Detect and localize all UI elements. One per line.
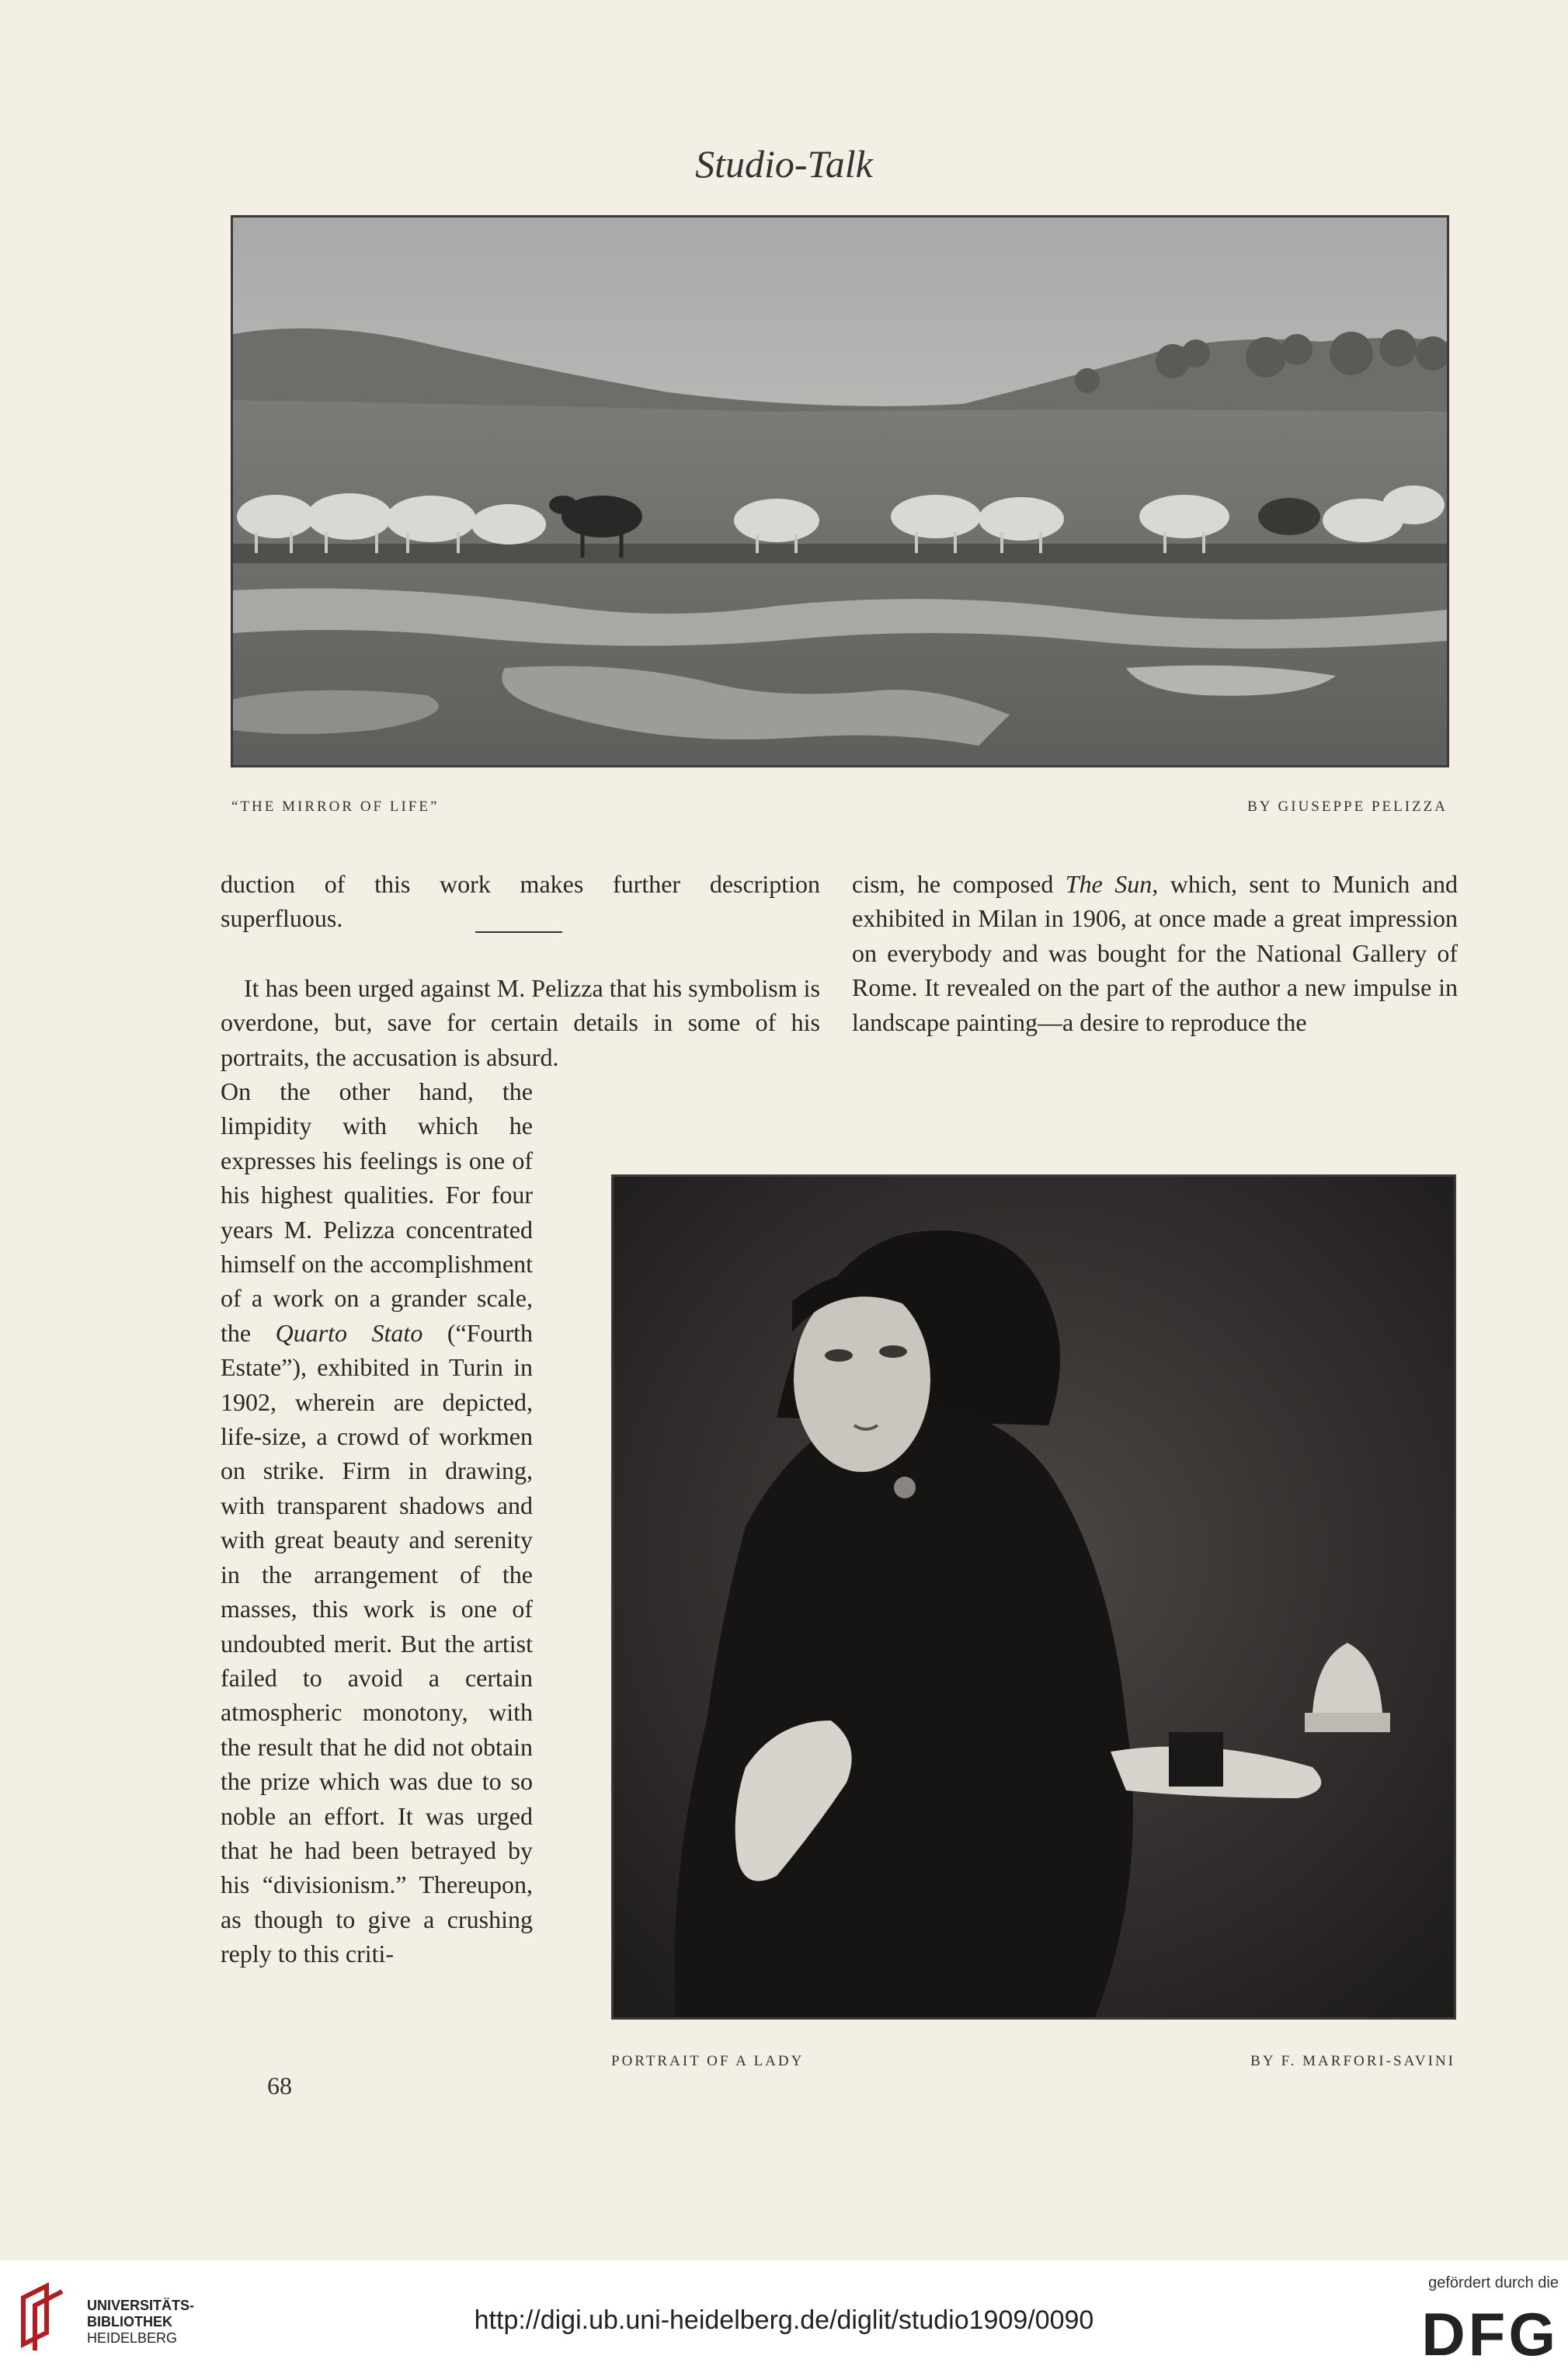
right-column: [852, 867, 1458, 1039]
library-line2: BIBLIOTHEK: [87, 2314, 172, 2330]
figure-mirror-of-life: [231, 215, 1449, 767]
left-column: [221, 867, 820, 936]
landscape-with-sheep-image: [233, 217, 1447, 765]
the-sun-title: The Sun: [1065, 870, 1153, 898]
section-divider: [475, 931, 562, 933]
top-figure-caption-artist: BY GIUSEPPE PELIZZA: [1247, 799, 1448, 815]
figure-portrait-of-a-lady: [611, 1174, 1456, 2020]
right-text-a: cism, he composed: [852, 870, 1066, 898]
quarto-stato-title: Quarto Stato: [275, 1318, 423, 1347]
para2-narrow-text: [221, 1074, 533, 1971]
bottom-figure-caption-title: PORTRAIT OF A LADY: [611, 2053, 805, 2069]
right-column-text: [852, 867, 1458, 1039]
para2-narrow: [221, 1074, 533, 1971]
top-figure-caption-title: “THE MIRROR OF LIFE”: [231, 799, 440, 815]
bottom-figure-caption-artist: BY F. MARFORI-SAVINI: [1250, 2053, 1455, 2069]
funding-label: gefördert durch die: [1428, 2274, 1559, 2291]
digitization-footer: [0, 2260, 1568, 2373]
running-head: Studio-Talk: [695, 142, 873, 186]
para1-line1: duction of this work makes further description: [221, 870, 820, 898]
library-line1: UNIVERSITÄTS-: [87, 2298, 195, 2313]
dfg-logo: DFG: [1421, 2300, 1559, 2368]
library-line3: HEIDELBERG: [87, 2330, 178, 2346]
para2-wide-text: It has been urged against M. Pelizza that his symbolism is overdone, but, save for certain details in some of his portraits, the accusation is absurd.: [221, 974, 820, 1071]
para2-narrow-a: On the other hand, the limpidity with which he expresses his feelings is one of his highest qualities. For four years M. Pelizza concentrated himself on the accomplishment of a work on a grander scale, the: [221, 1077, 533, 1347]
page-number: 68: [267, 2072, 292, 2100]
source-url-link[interactable]: http://digi.ub.uni-heidelberg.de/diglit/studio1909/0090: [474, 2305, 1094, 2335]
right-text-b: , which, sent to Munich and exhibited in Milan in 1906, at once made a great impression on everybody and was bought for the National Gallery of Rome. It revealed on the part of the author a new impulse in landscape painting—a desire to reproduce the: [852, 870, 1458, 1036]
portrait-of-a-lady-image: [614, 1177, 1454, 2017]
para1-line2: superfluous.: [221, 904, 343, 933]
para2-wide: [221, 971, 820, 1074]
para2-narrow-b: (“Fourth Estate”), exhibited in Turin in 1902, wherein are depicted, life-size, a crowd of workmen on strike. Firm in drawing, with transparent shadows and with great beauty and serenity in the arrangement of the masses, this work is one of undoubted merit. But the artist failed to avoid a certain atmospheric monotony, with the result that he did not obtain the prize which was due to so noble an effort. It was urged that he had been betrayed by his “divisionism.” Thereupon, as though to give a crushing reply to this criti-: [221, 1318, 534, 1968]
